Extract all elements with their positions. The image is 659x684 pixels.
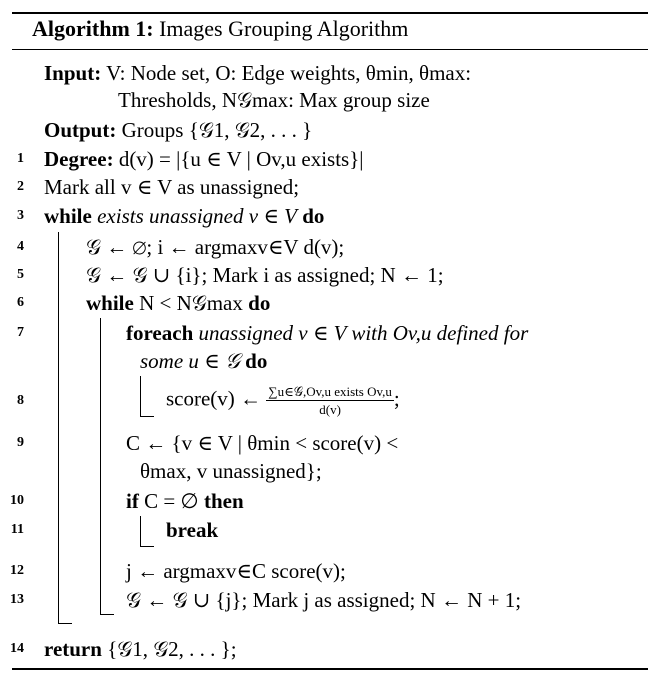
score-assign: score(v) ← (166, 386, 262, 411)
step-8: score(v) ← $\frac{\text{∑u∈𝒢,Ov,u exists Ov,u}}{d(v)}$ ; (166, 384, 400, 417)
foreach-bar (140, 376, 141, 416)
foreach-condition-2: some u ∈ 𝒢 (140, 349, 240, 373)
degree-formula: d(v) = |{u ∈ V | Ov,u exists}| (118, 147, 364, 171)
if-bar (140, 516, 141, 546)
step-7 (126, 320, 528, 346)
inner-while-condition: N < N𝒢max (139, 291, 243, 315)
step-6 (86, 290, 270, 316)
line-number-9: 9 (17, 435, 24, 450)
foreach-keyword: foreach (126, 321, 194, 345)
step-7-cont (140, 348, 267, 374)
input-label: Input: (44, 61, 102, 85)
if-bar-end (140, 546, 154, 547)
line-number-12: 12 (10, 563, 24, 578)
input-text-2: Thresholds, N𝒢max: Max group size (118, 88, 430, 112)
output-text: Groups {𝒢1, 𝒢2, . . . } (121, 118, 313, 142)
step-2 (44, 174, 299, 200)
if-keyword: if (126, 489, 139, 513)
line-number-8: 8 (17, 393, 24, 408)
if-condition: C = ∅ (144, 489, 199, 513)
step-13-text: 𝒢 ← 𝒢 ∪ {j}; Mark j as assigned; N ← N + 1; (126, 588, 522, 612)
title-rule (12, 49, 648, 50)
score-numerator: ∑u∈𝒢,Ov,u exists Ov,u (268, 384, 392, 399)
step-11 (166, 517, 218, 543)
score-denominator: d(v) (319, 402, 341, 417)
step-9-cont (140, 458, 322, 484)
line-number-3: 3 (17, 208, 24, 223)
top-rule (12, 12, 648, 14)
line-number-14: 14 (10, 641, 24, 656)
break-keyword: break (166, 518, 219, 542)
step-5-text: 𝒢 ← 𝒢 ∪ {i}; Mark i as assigned; N ← 1; (86, 263, 444, 287)
line-number-4: 4 (17, 239, 24, 254)
score-fraction (266, 384, 394, 417)
then-keyword: then (203, 489, 244, 513)
foreach-do-keyword: do (245, 349, 268, 373)
inner-while-bar-end (100, 614, 114, 615)
while-keyword: while (44, 204, 92, 228)
line-number-11: 11 (10, 522, 24, 537)
line-number-5: 5 (17, 267, 24, 282)
foreach-bar-end (140, 416, 154, 417)
inner-do-keyword: do (248, 291, 271, 315)
step-9 (126, 430, 398, 456)
foreach-condition: unassigned v ∈ V with Ov,u defined for (198, 321, 529, 345)
outer-while-bar-end (58, 623, 72, 624)
line-number-7: 7 (17, 325, 24, 340)
step-12-text: j ← argmaxv∈C score(v); (126, 559, 346, 583)
line-number-2: 2 (17, 179, 24, 194)
step-4 (86, 234, 344, 260)
outer-while-bar (58, 232, 59, 623)
bottom-rule (12, 668, 648, 670)
inner-while-keyword: while (86, 291, 134, 315)
step-9-text: C ← {v ∈ V | θmin < score(v) < (126, 431, 399, 455)
line-number-1: 1 (17, 151, 24, 166)
step-4-text: 𝒢 ← ∅; i ← argmaxv∈V d(v); (86, 235, 345, 259)
inner-while-bar (100, 318, 101, 614)
line-number-13: 13 (10, 592, 24, 607)
input-line (44, 60, 471, 86)
algorithm-name: Images Grouping Algorithm (159, 16, 409, 41)
input-line-2 (118, 87, 430, 113)
output-label: Output: (44, 118, 117, 142)
step-2-text: Mark all v ∈ V as unassigned; (44, 175, 300, 199)
line-number-6: 6 (17, 295, 24, 310)
step-9-text-2: θmax, v unassigned}; (140, 459, 322, 483)
step-3 (44, 203, 324, 229)
line-number-10: 10 (10, 493, 24, 508)
input-text-1: V: Node set, O: Edge weights, θmin, θmax: (106, 61, 472, 85)
step-13 (126, 587, 521, 613)
step-10 (126, 488, 244, 514)
return-keyword: return (44, 637, 102, 661)
step-12 (126, 558, 346, 584)
do-keyword: do (302, 204, 325, 228)
algorithm-title (32, 16, 408, 42)
while-condition: exists unassigned v ∈ V (97, 204, 297, 228)
step-5 (86, 262, 444, 288)
output-line (44, 117, 312, 143)
return-value: {𝒢1, 𝒢2, . . . }; (107, 637, 237, 661)
algorithm-label: Algorithm 1: (32, 16, 154, 41)
step-14 (44, 636, 237, 662)
degree-keyword: Degree: (44, 147, 114, 171)
step-1 (44, 146, 364, 172)
